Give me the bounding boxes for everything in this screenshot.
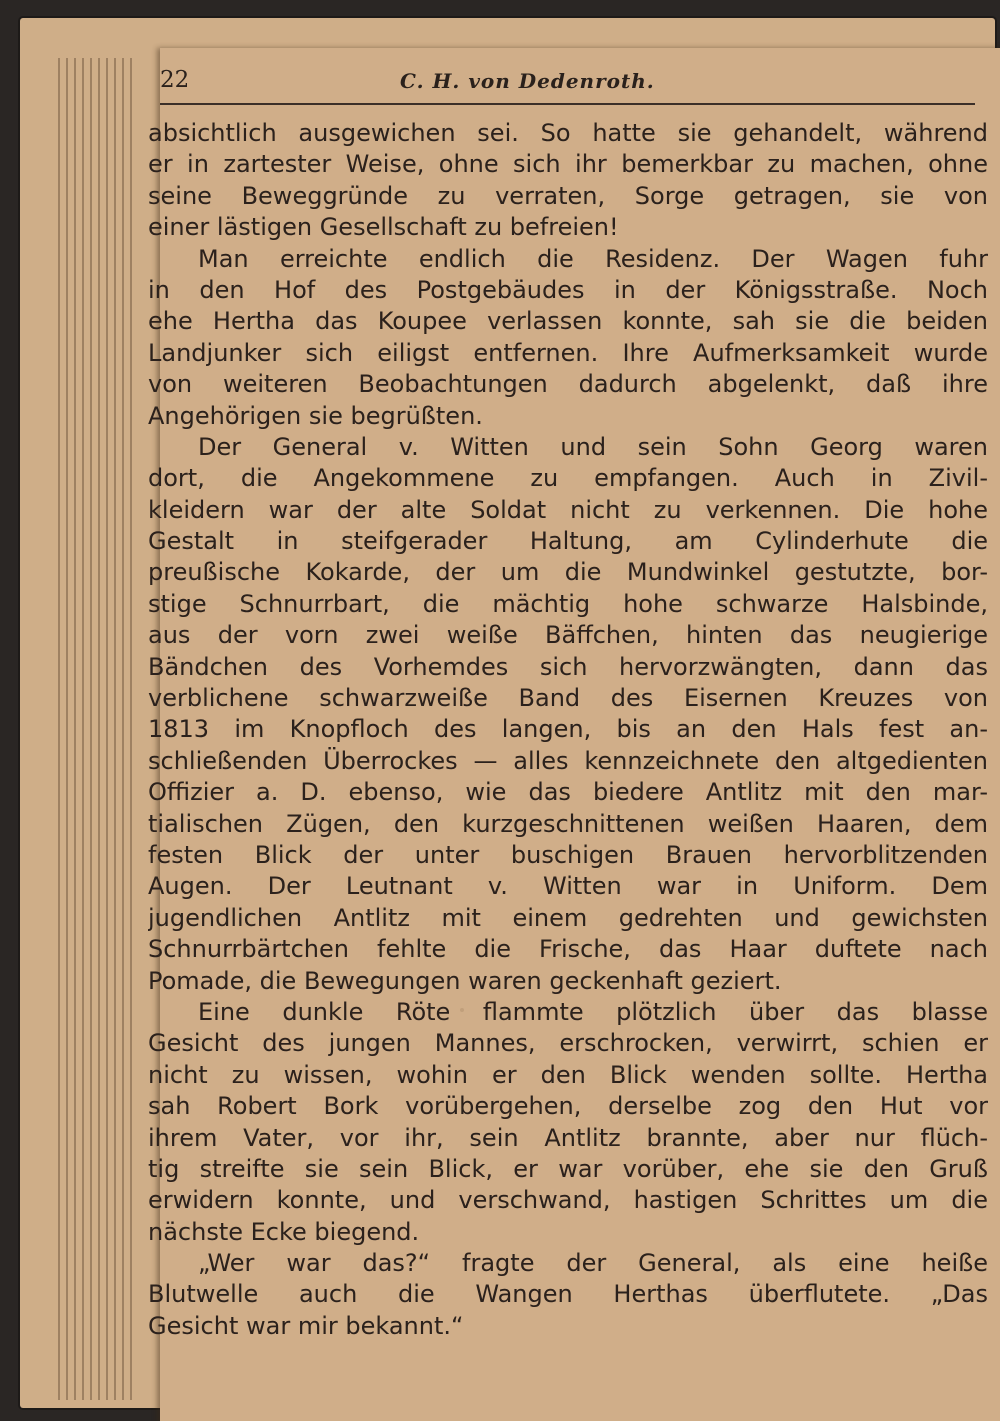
page-number: 22 <box>160 67 190 93</box>
page-edge <box>82 58 84 1400</box>
text-line: Gestalt in steifgerader Haltung, am Cylinderhute die <box>148 527 988 556</box>
text-line: in den Hof des Postgebäudes in der Königsstraße. Noch <box>148 275 988 304</box>
text-line: erwidern konnte, und verschwand, hastigen Schrittes um die <box>148 1186 988 1215</box>
text-line: Gesicht war mir bekannt.“ <box>148 1311 464 1340</box>
text-line: Der General v. Witten und sein Sohn Georg waren <box>198 432 988 461</box>
text-line: „Wer war das?“ fragte der General, als eine heiße <box>198 1249 988 1278</box>
text-line: Landjunker sich eiligst entfernen. Ihre Aufmerksamkeit wurde <box>148 338 988 367</box>
text-line: nicht zu wissen, wohin er den Blick wenden sollte. Hertha <box>148 1060 988 1089</box>
page-edge <box>66 58 68 1400</box>
page-edge <box>106 58 108 1400</box>
text-line: sah Robert Bork vorübergehen, derselbe zog den Hut vor <box>148 1092 988 1121</box>
page-stack <box>20 18 995 1408</box>
text-line: Angehörigen sie begrüßten. <box>148 401 483 430</box>
text-line: Bändchen des Vorhemdes sich hervorzwängten, dann das <box>148 652 988 681</box>
text-line: verblichene schwarzweiße Band des Eisernen Kreuzes von <box>148 684 988 713</box>
text-line: tig streifte sie sein Blick, er war vorüber, ehe sie den Gruß <box>148 1154 988 1183</box>
text-line: ihrem Vater, vor ihr, sein Antlitz brannte, aber nur flüch- <box>148 1123 988 1152</box>
text-line: Man erreichte endlich die Residenz. Der Wagen fuhr <box>198 244 988 273</box>
text-line: absichtlich ausgewichen sei. So hatte sie gehandelt, während <box>148 119 988 147</box>
page-edge <box>74 58 76 1400</box>
page-edge <box>58 58 60 1400</box>
text-line: jugendlichen Antlitz mit einem gedrehten und gewichsten <box>148 903 988 932</box>
text-line: Offizier a. D. ebenso, wie das biedere Antlitz mit den mar- <box>148 778 988 807</box>
body-text <box>148 118 988 1342</box>
text-line: aus der vorn zwei weiße Bäffchen, hinten das neugierige <box>148 621 988 650</box>
page-header <box>160 63 975 105</box>
text-line: nächste Ecke biegend. <box>148 1217 420 1246</box>
running-head: C. H. von Dedenroth. <box>400 69 655 93</box>
page-edge <box>98 58 100 1400</box>
text-line: Schnurrbärtchen fehlte die Frische, das Haar duftete nach <box>148 935 988 964</box>
text-line: Gesicht des jungen Mannes, erschrocken, verwirrt, schien er <box>148 1029 988 1058</box>
text-line: festen Blick der unter buschigen Brauen hervorblitzenden <box>148 840 988 869</box>
page-edge <box>130 58 132 1400</box>
text-line: preußische Kokarde, der um die Mundwinkel gestutzte, bor- <box>148 558 988 587</box>
text-line: seine Beweggründe zu verraten, Sorge getragen, sie von <box>148 181 988 210</box>
text-line: Eine dunkle Röte flammte plötzlich über das blasse <box>198 997 988 1026</box>
text-line: Blutwelle auch die Wangen Herthas überflutete. „Das <box>148 1280 988 1309</box>
text-line: ehe Hertha das Koupee verlassen konnte, sah sie die beiden <box>148 307 988 336</box>
text-line: tialischen Zügen, den kurzgeschnittenen weißen Haaren, dem <box>148 809 988 838</box>
page-edge <box>122 58 124 1400</box>
text-line: stige Schnurrbart, die mächtig hohe schwarze Halsbinde, <box>148 589 988 618</box>
text-line: Pomade, die Bewegungen waren geckenhaft geziert. <box>148 966 782 995</box>
text-line: einer lästigen Gesellschaft zu befreien! <box>148 213 619 242</box>
text-line: dort, die Angekommene zu empfangen. Auch in Zivil- <box>148 464 988 493</box>
text-line: 1813 im Knopfloch des langen, bis an den Hals fest an- <box>148 715 988 744</box>
text-line: er in zartester Weise, ohne sich ihr bemerkbar zu machen, ohne <box>148 150 988 179</box>
text-line: von weiteren Beobachtungen dadurch abgelenkt, daß ihre <box>148 370 988 399</box>
page-edge <box>90 58 92 1400</box>
page-edge <box>114 58 116 1400</box>
text-line: kleidern war der alte Soldat nicht zu verkennen. Die hohe <box>148 495 988 524</box>
text-line: schließenden Überrockes — alles kennzeichnete den altgedienten <box>148 746 988 775</box>
text-line: Augen. Der Leutnant v. Witten war in Uniform. Dem <box>148 872 988 901</box>
